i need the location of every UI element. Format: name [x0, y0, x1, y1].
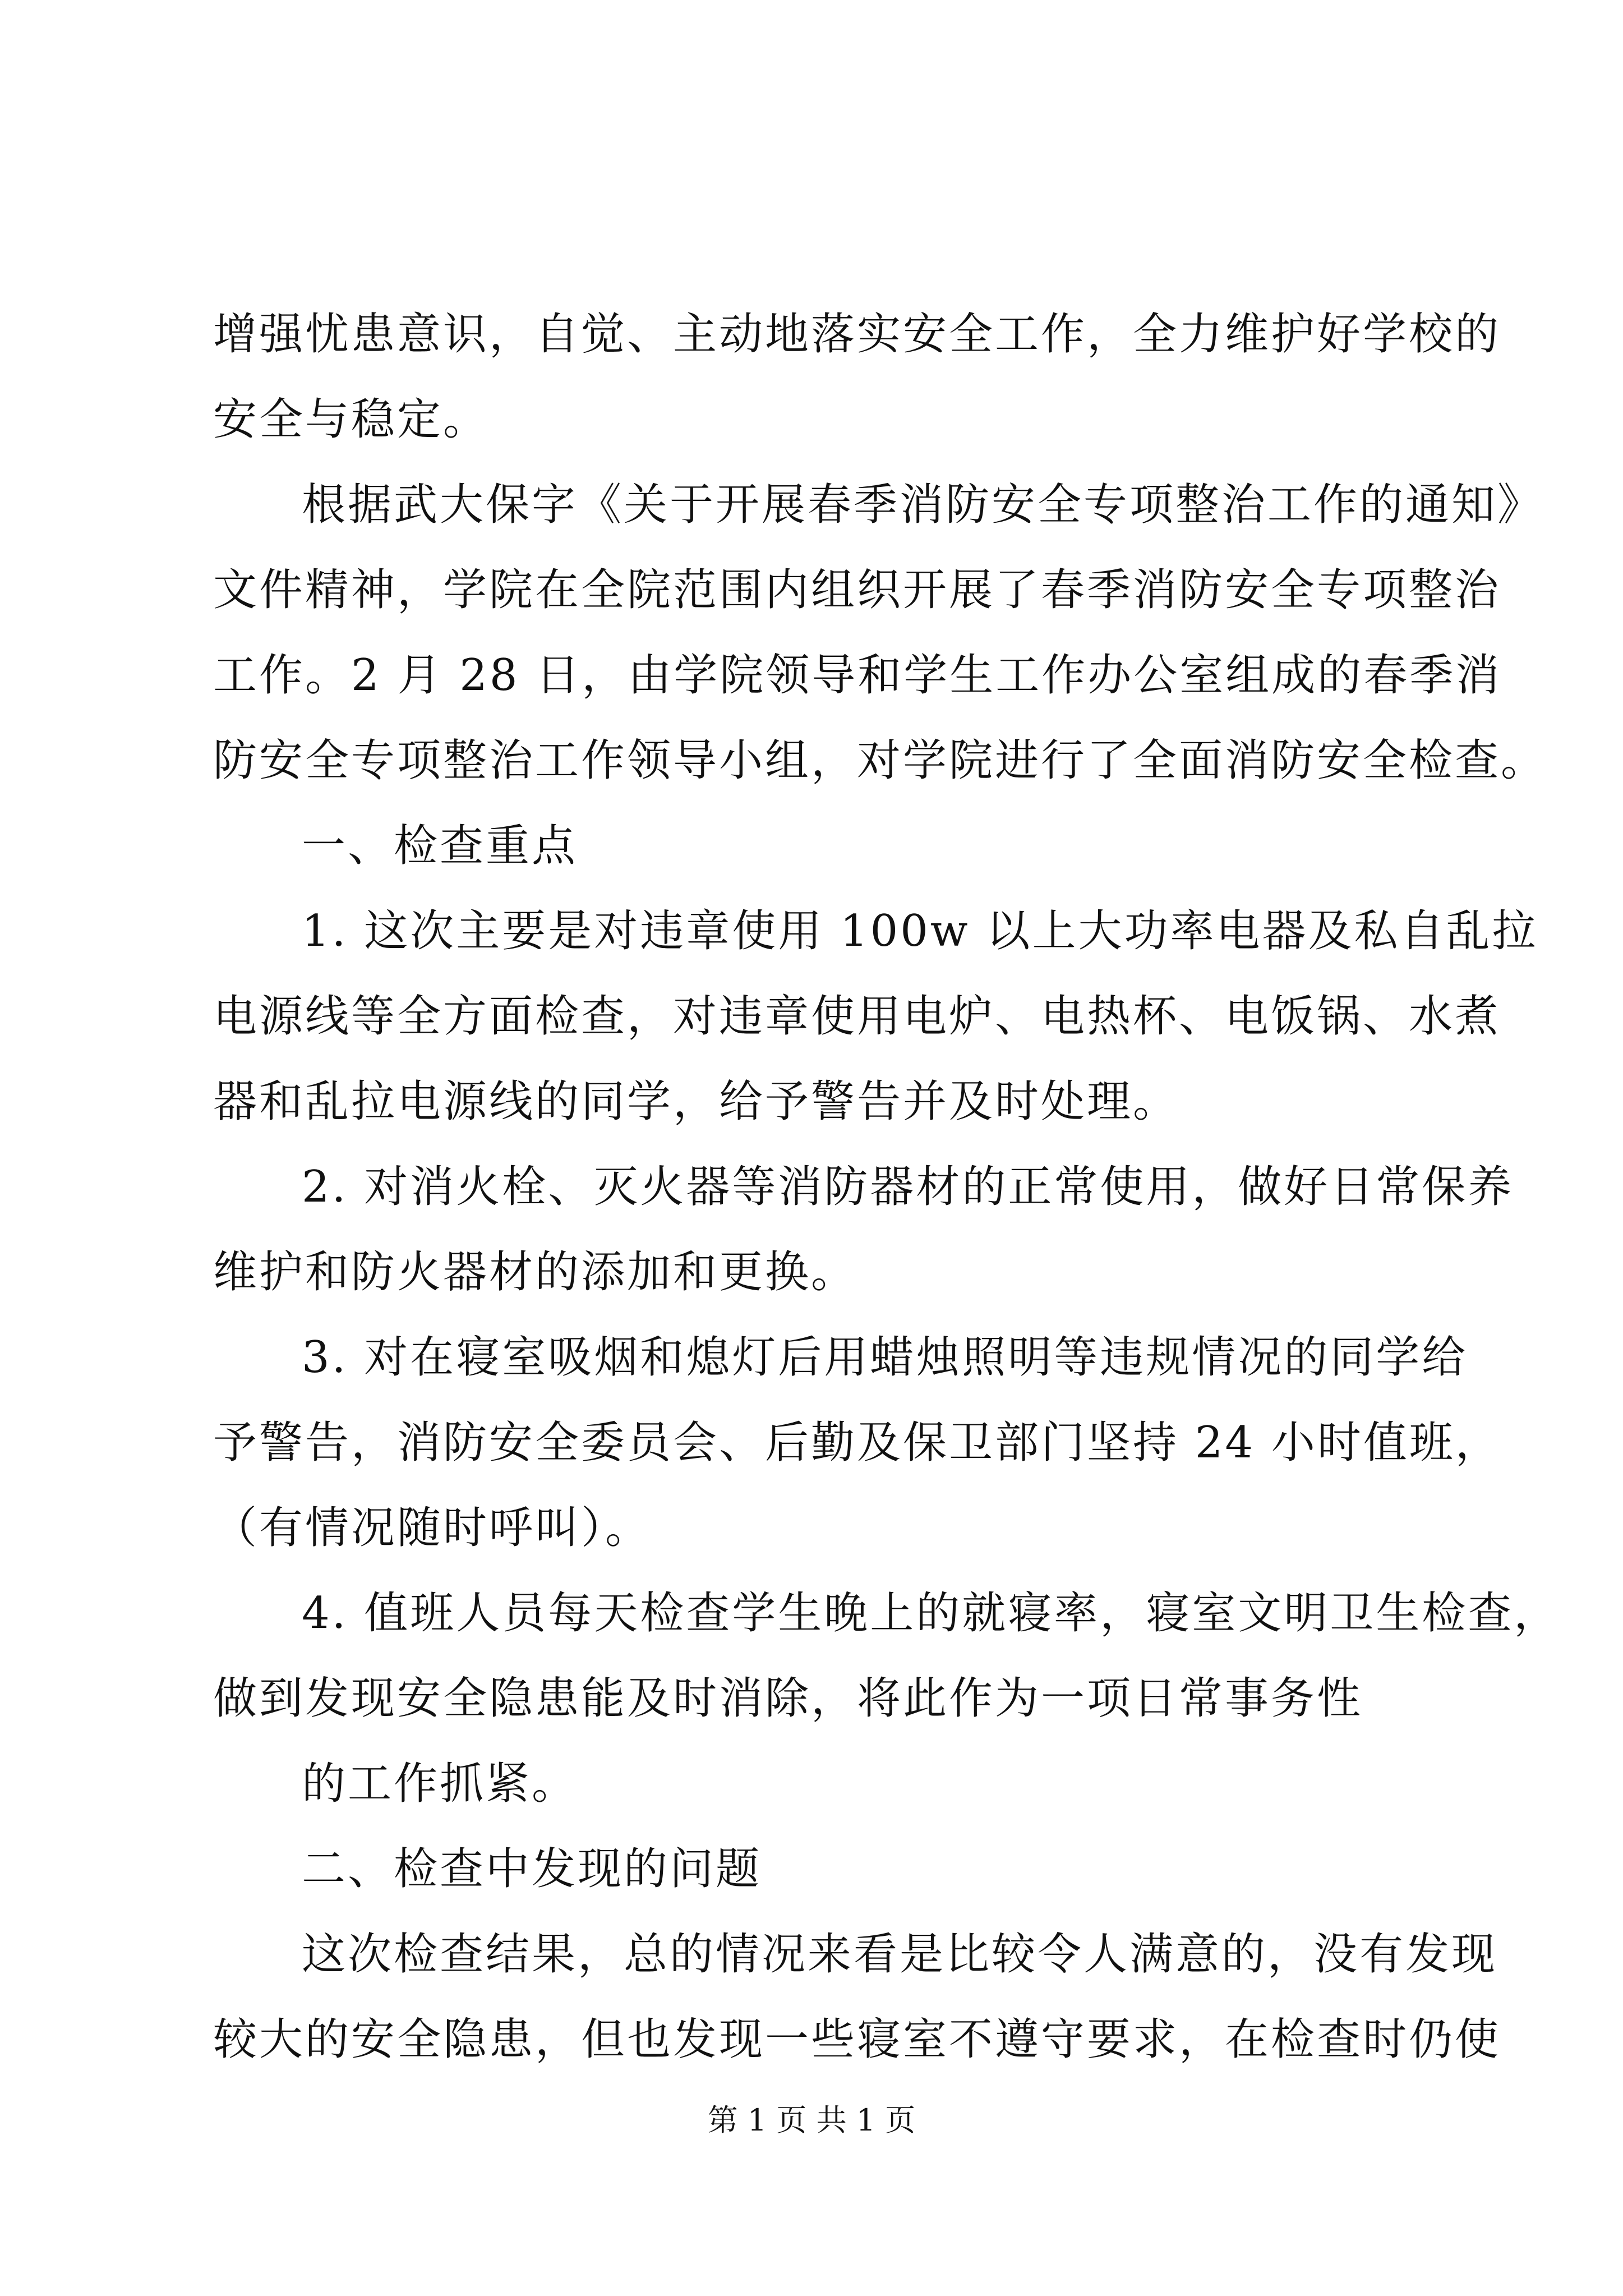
text-line: 一、检查重点: [302, 821, 578, 871]
text-line: 根据武大保字《关于开展春季消防安全专项整治工作的通知》: [302, 480, 1544, 530]
text-line: 予警告，消防安全委员会、后勤及保卫部门坚持 24 小时值班，: [213, 1418, 1501, 1468]
text-line: 器和乱拉电源线的同学，给予警告并及时处理。: [213, 1076, 1179, 1127]
text-line: 增强忧患意识，自觉、主动地落实安全工作，全力维护好学校的: [213, 309, 1501, 360]
text-line: 安全与稳定。: [213, 394, 490, 445]
text-line: 1. 这次主要是对违章使用 100w 以上大功率电器及私自乱拉: [302, 906, 1538, 956]
text-line: 维护和防火器材的添加和更换。: [213, 1247, 857, 1297]
text-line: 3. 对在寝室吸烟和熄灯后用蜡烛照明等违规情况的同学给: [302, 1332, 1468, 1383]
text-line: 二、检查中发现的问题: [302, 1844, 762, 1894]
text-line: 工作。2 月 28 日，由学院领导和学生工作办公室组成的春季消: [213, 650, 1502, 701]
text-line: （有情况随时呼叫）。: [213, 1503, 652, 1553]
page-footer: 第 1 页 共 1 页: [707, 2102, 916, 2138]
text-line: 做到发现安全隐患能及时消除，将此作为一项日常事务性: [213, 1673, 1363, 1724]
text-line: 2. 对消火栓、灭火器等消防器材的正常使用，做好日常保养: [302, 1162, 1514, 1212]
document-body: [213, 292, 1560, 2082]
text-line: 这次检查结果，总的情况来看是比较令人满意的，没有发现: [302, 1929, 1498, 1980]
text-line: 电源线等全方面检查，对违章使用电炉、电热杯、电饭锅、水煮: [213, 991, 1501, 1042]
text-line: 文件精神，学院在全院范围内组织开展了春季消防安全专项整治: [213, 565, 1501, 615]
text-line: 4. 值班人员每天检查学生晚上的就寝率，寝室文明卫生检查，: [302, 1588, 1560, 1639]
text-line: 防安全专项整治工作领导小组，对学院进行了全面消防安全检查。: [213, 735, 1547, 786]
text-line: 的工作抓紧。: [302, 1759, 578, 1809]
text-line: 较大的安全隐患，但也发现一些寝室不遵守要求，在检查时仍使: [213, 2014, 1501, 2065]
